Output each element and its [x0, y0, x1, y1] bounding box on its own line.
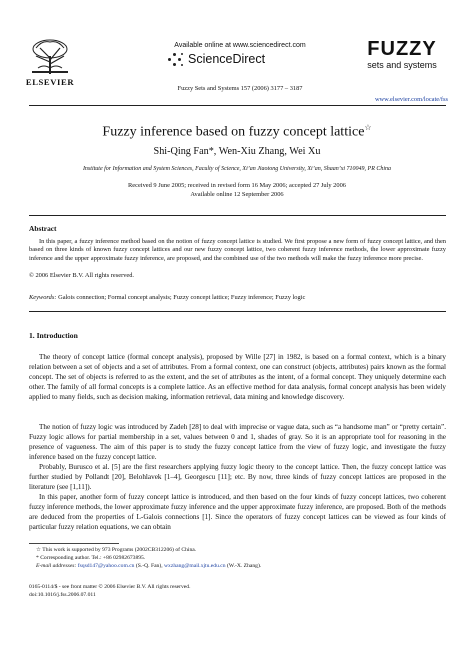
- keywords-line: [29, 294, 446, 302]
- abstract-text: In this paper, a fuzzy inference method based on the notion of fuzzy concept lattice is studied. We first propose a new form of fuzzy concept lattice, and then based on three kinds of known fuzzy concept lattices and our new fuzzy concept lattice, two coherent fuzzy inference methods, the lower approximate fuzzy inference and the upper approximate fuzzy inference, are proposed, and the combined use of the two methods will make the fuzzy inference more precise.: [29, 238, 446, 262]
- abstract-bottom-rule: [29, 311, 446, 312]
- article-title: [0, 123, 474, 141]
- abstract-top-rule: [29, 215, 446, 216]
- email-link-fan[interactable]: fsqsd147@yahoo.com.cn: [77, 563, 135, 569]
- intro-paragraph-3: Probably, Burusco et al. [5] are the first researchers applying fuzzy logic theory to the concept lattice. Then, the fuzzy concept lattice was further studied by Pollandt [20], Belohlavek [1–4], Georgescu [11]; etc. By now, three kinds of fuzzy concept lattices are proposed in the literature (see [1,11]).: [29, 463, 446, 491]
- journal-volume-line: Fuzzy Sets and Systems 157 (2006) 3177 – 3187: [177, 85, 303, 92]
- author-list: Shi-Qing Fan*, Wen-Xiu Zhang, Wei Xu: [153, 146, 321, 157]
- sciencedirect-dots-icon: [168, 52, 184, 68]
- email-zhang-name: (W.-X. Zhang).: [225, 563, 262, 569]
- fuzzy-logo-subtitle: sets and systems: [367, 60, 437, 70]
- doi-line[interactable]: doi:10.1016/j.fss.2006.07.011: [29, 592, 96, 598]
- header-rule: [29, 105, 446, 106]
- email-fan-name: (S.-Q. Fan),: [134, 563, 165, 569]
- intro-paragraph-1: The theory of concept lattice (formal concept analysis), proposed by Wille [27] in 1982, is based on a formal context, which is a binary relation between a set of objects and a set of attributes. From a formal context, one can construct (objects, attributes) pairs known as the formal concept. The set of objects is referred to as the extent, and the set of attributes as the intent, of a formal concept. They uniquely determine each other. The family of all formal concepts is a complete lattice. As an effective method for data analysis, formal concept analysis has been widely applied to many fields, such as decision making, information retrieval, data mining and knowledge discovery.: [29, 353, 446, 401]
- elsevier-tree-logo: [28, 38, 72, 76]
- intro-paragraph-4: In this paper, another form of fuzzy concept lattice is introduced, and then based on the four kinds of fuzzy concept lattices, two coherent fuzzy inference methods, the lower approximate fuzzy inference and the upper approximate fuzzy inference, are proposed. Both of the methods are deduced from the properties of L-Galois connections [1]. Since the operators of fuzzy concept lattices can be viewed as four kinds of particular fuzzy relation equations, we can obtain: [29, 493, 446, 531]
- keywords-text: Galois connection; Formal concept analysis; Fuzzy concept lattice; Fuzzy inference; Fuzzy logic: [58, 294, 306, 301]
- footnote-corresponding: * Corresponding author. Tel.: +86 02982673895.: [36, 555, 146, 561]
- tree-icon: [28, 38, 72, 76]
- footnote-funding: ☆ This work is supported by 973 Programs (2002CB312206) of China.: [36, 547, 197, 553]
- sciencedirect-logo: [162, 50, 322, 70]
- keywords-label: Keywords:: [29, 294, 57, 301]
- email-link-zhang[interactable]: wxzhang@mail.xjtu.edu.cn: [164, 563, 226, 569]
- affiliation: Institute for Information and System Sciences, Faculty of Science, Xi’an Jiaotong University, Xi’an, Shaan’xi 710049, PR China: [82, 166, 392, 172]
- article-title-text: Fuzzy inference based on fuzzy concept lattice: [102, 124, 365, 140]
- fuzzy-logo-title: FUZZY: [367, 38, 437, 60]
- issn-line: 0165-0114/$ - see front matter © 2006 Elsevier B.V. All rights reserved.: [29, 584, 191, 590]
- available-date: Available online 12 September 2006: [190, 191, 284, 198]
- abstract-copyright: © 2006 Elsevier B.V. All rights reserved.: [29, 272, 135, 279]
- intro-paragraph-2: The notion of fuzzy logic was introduced by Zadeh [28] to deal with imprecise or vague data, such as “a handsome man” or “pretty certain”. Fuzzy logic allows for partial membership in a set, values between 0 and 1, shades of gray. So it is an appropriate tool for reasoning in the presence of vagueness. The aim of this paper is to study the fuzzy concept lattice from the view of fuzzy logic, and investigate the fuzzy inference based on the fuzzy concept lattice.: [29, 423, 446, 461]
- sciencedirect-wordmark: ScienceDirect: [188, 52, 266, 66]
- footnote-emails: [36, 563, 446, 570]
- title-footnote-mark[interactable]: ☆: [364, 123, 372, 132]
- available-online: Available online at www.sciencedirect.com: [174, 42, 306, 49]
- journal-url-link[interactable]: www.elsevier.com/locate/fss: [374, 96, 448, 103]
- fuzzy-journal-logo: [357, 38, 447, 78]
- abstract-heading: Abstract: [29, 224, 57, 233]
- publisher-name: ELSEVIER: [25, 77, 75, 87]
- footnote-rule: [29, 543, 119, 544]
- email-label: E-mail addresses:: [36, 563, 77, 569]
- section-heading-introduction: 1. Introduction: [29, 331, 78, 340]
- received-dates: Received 9 June 2005; received in revised form 16 May 2006; accepted 27 July 2006: [128, 182, 346, 189]
